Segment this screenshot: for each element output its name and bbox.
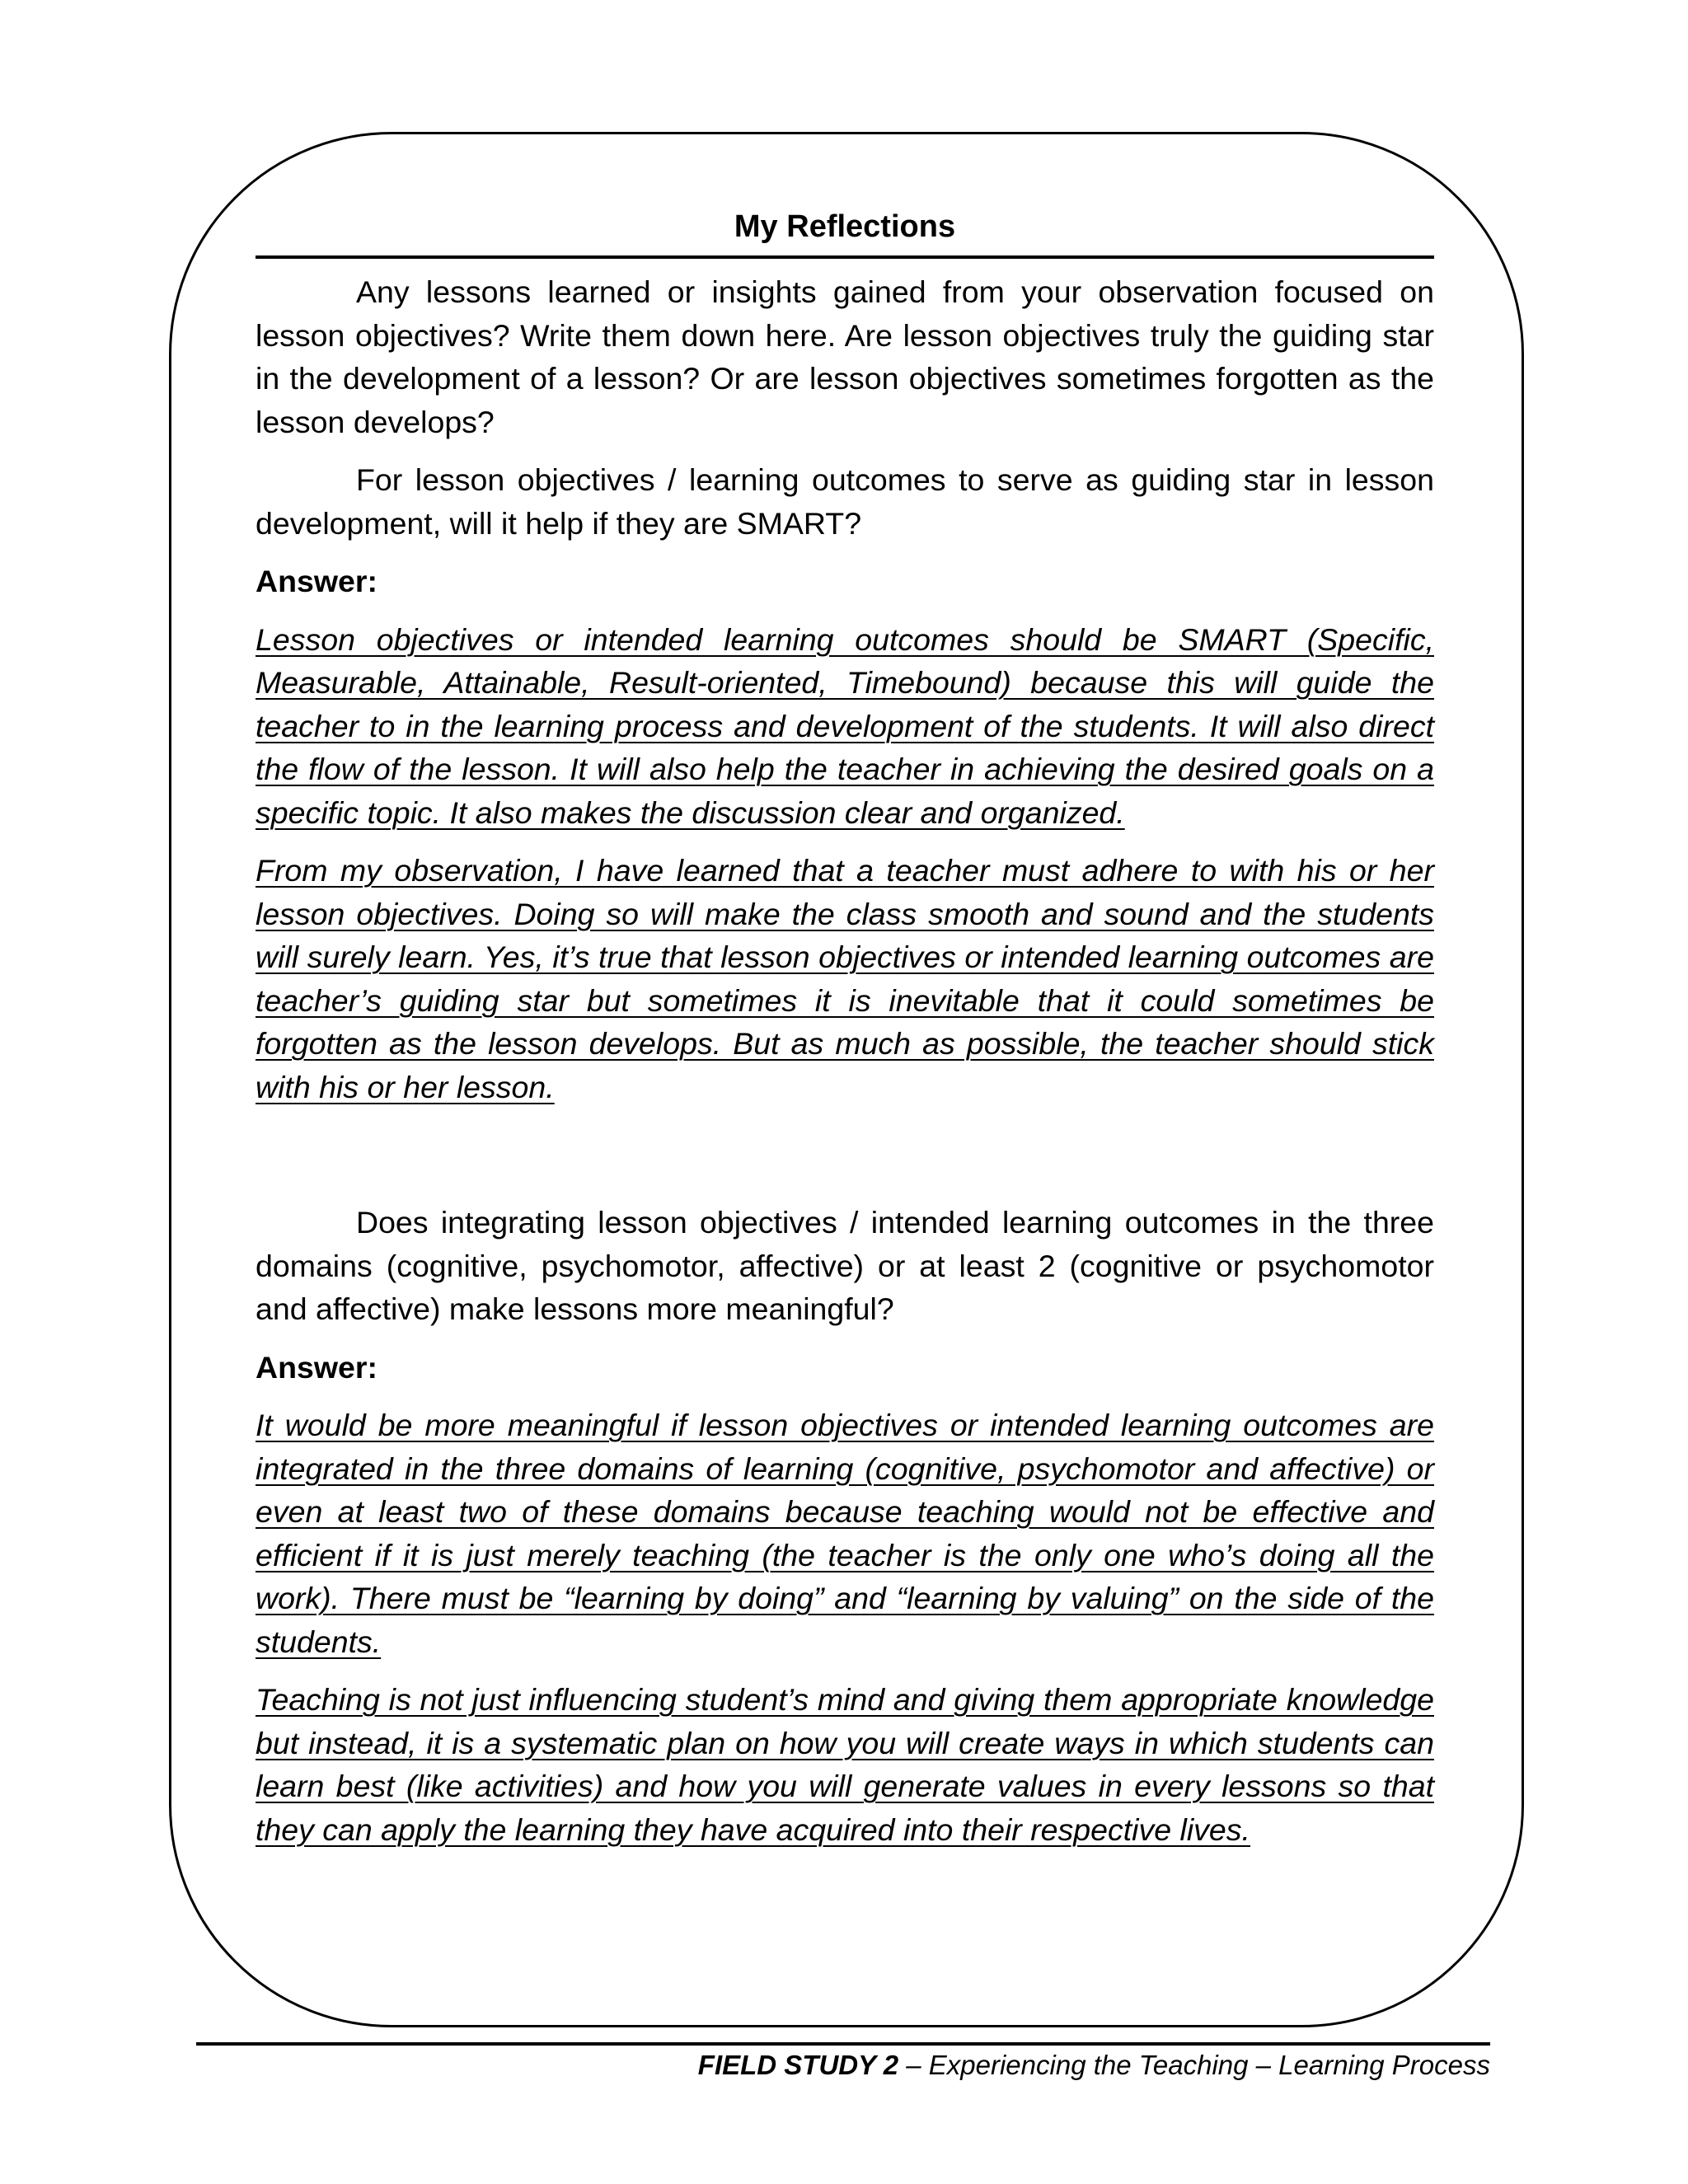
answer-label-2: Answer: [256, 1349, 377, 1385]
answer-2-paragraph-1: It would be more meaningful if lesson objectives or intended learning outcomes are integrated in the three domains of learning (cognitive, psychomotor and affective) or even at least two of these domains because teaching would not be effective and efficient if it is just merely teaching (the teacher is the only one who’s doing all the work). There must be “learning by doing” and “learning by valuing” on the side of the students. [256, 1408, 1434, 1659]
footer-subtitle: Experiencing the Teaching – Learning Process [928, 2050, 1490, 2080]
question-3: Does integrating lesson objectives / intended learning outcomes in the three domains (cognitive, psychomotor, affective) or at least 2 (cognitive or psychomotor and affective) make lessons more meaningful? [256, 1205, 1434, 1326]
footer-divider [196, 2042, 1490, 2046]
section-spacer [256, 1123, 1434, 1201]
footer-course: FIELD STUDY 2 [697, 2050, 899, 2080]
page-footer [698, 2047, 1490, 2083]
answer-2-paragraph-2: Teaching is not just influencing student’s mind and giving them appropriate knowledge but instead, it is a systematic plan on how you will create ways in which students can learn best (like activities) and how you will generate values in every lessons so that they can apply the learning they have acquired into their respective lives. [256, 1682, 1434, 1847]
answer-1-paragraph-1: Lesson objectives or intended learning outcomes should be SMART (Specific, Measurable, Attainable, Result-oriented, Timebound) because this will guide the teacher to in the learning process and development of the students. It will also direct the flow of the lesson. It will also help the teacher in achieving the desired goals on a specific topic. It also makes the discussion clear and organized. [256, 621, 1434, 830]
question-2: For lesson objectives / learning outcomes to serve as guiding star in lesson development, will it help if they are SMART? [256, 462, 1434, 541]
answer-label-1: Answer: [256, 564, 377, 598]
question-1: Any lessons learned or insights gained from your observation focused on lesson objectives? Write them down here. Are lesson objectives truly the guiding star in the development of a lesson? Or are lesson objectives sometimes forgotten as the lesson develops? [256, 274, 1434, 439]
footer-separator: – [898, 2050, 929, 2080]
section-title: My Reflections [256, 208, 1434, 259]
reflection-content [256, 208, 1434, 1866]
answer-1-paragraph-2: From my observation, I have learned that a teacher must adhere to with his or her lesson objectives. Doing so will make the class smooth and sound and the students will surely learn. Yes, it’s true that lesson objectives or intended learning outcomes are teacher’s guiding star but sometimes it is inevitable that it could sometimes be forgotten as the lesson develops. But as much as possible, the teacher should stick with his or her lesson. [256, 853, 1434, 1104]
